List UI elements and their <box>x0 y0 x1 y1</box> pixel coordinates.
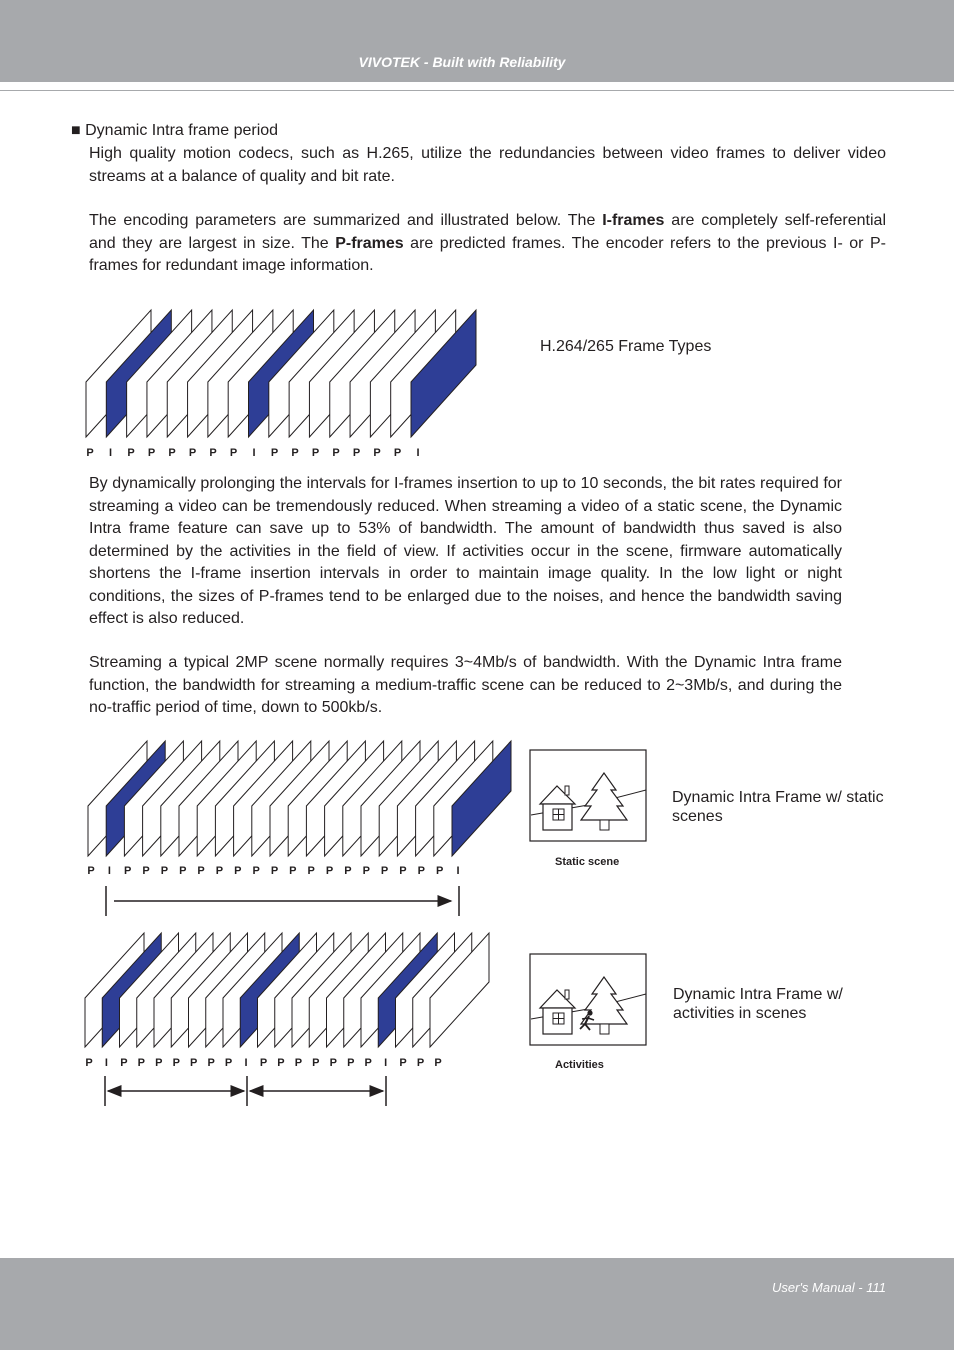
frame-type-label: P <box>416 1057 425 1069</box>
frame-type-label: P <box>215 865 224 877</box>
frame-type-label: P <box>364 1057 372 1069</box>
frame-type-label: P <box>344 865 352 877</box>
frame-type-label: P <box>435 865 444 877</box>
frame-type-label: P <box>142 865 150 877</box>
activities-interval-arrows <box>105 1076 386 1106</box>
page-footer <box>0 1258 954 1350</box>
frame-type-label: P <box>160 865 169 877</box>
frame-type-label: P <box>124 865 132 877</box>
frame-type-label: P <box>399 865 407 877</box>
frame-type-label: P <box>362 865 370 877</box>
frame-type-label: P <box>224 1057 233 1069</box>
frame-type-label: I <box>416 447 420 459</box>
frame-type-label: P <box>277 1057 285 1069</box>
activities-scene-illustration <box>530 954 646 1045</box>
frame-type-label: P <box>86 447 94 459</box>
frame-type-label: P <box>347 1057 355 1069</box>
frame-type-label: P <box>207 1057 215 1069</box>
footer-page-label: User's Manual - 111 <box>772 1280 886 1295</box>
frame-type-label: P <box>373 447 381 459</box>
p2-text-post: are predicted frames. The encoder refers to the previous I- or P-frames for redundant image information. <box>89 234 886 274</box>
frame-type-label: P <box>209 447 217 459</box>
frame-type-label: P <box>179 865 187 877</box>
static-scene-label: Static scene <box>555 856 620 868</box>
activities-caption: Dynamic Intra Frame w/ activities in scenes <box>673 986 843 1022</box>
frame-type-label: P <box>393 447 402 459</box>
static-scenes-caption: Dynamic Intra Frame w/ static scenes <box>672 789 884 825</box>
p2-text-pre: The encoding parameters are summarized and illustrated below. The <box>89 212 603 229</box>
frame-type-label: P <box>190 1057 198 1069</box>
frame-type-label: P <box>352 447 361 459</box>
static-scene-illustration <box>530 750 646 841</box>
frame-type-label: P <box>234 865 242 877</box>
frame-type-label: P <box>332 447 340 459</box>
frame-type-label: P <box>120 1057 128 1069</box>
p-frames-term: P-frames <box>335 234 404 252</box>
frame-type-label: P <box>155 1057 163 1069</box>
frame-type-label: I <box>244 1057 248 1069</box>
static-interval-arrow <box>106 886 459 916</box>
frame-type-label: I <box>108 447 113 459</box>
p2-text-mid: are completely self-referential and they are largest in size. The <box>89 212 886 252</box>
frame-type-label: P <box>147 447 156 459</box>
frame-type-label: P <box>259 1057 268 1069</box>
i-frames-term: I-frames <box>602 212 665 229</box>
frame-type-label: P <box>168 447 176 459</box>
paragraph-codecs: High quality motion codecs, such as H.265, utilize the redundancies between video frames to deliver video streams at a balance of quality and bit rate. <box>89 145 886 185</box>
paragraph-dynamic-intra: By dynamically prolonging the intervals for I-frames insertion to up to 10 seconds, the bit rates required for streaming a video can be tremendously reduced. When streaming a video of a static scene, the Dynamic Intra frame feature can save up to 53% of bandwidth. The amount of bandwidth thus saved is also determined by the activities in the field of view. If activities occur in the scene, firmware automatically shortens the I-frame insertion intervals in order to maintain image quality. In the low light or night conditions, the sizes of P-frames tend to be enlarged due to the noises, and hence the bandwidth saving effect is also reduced. <box>89 475 842 627</box>
frame-type-label: P <box>188 447 197 459</box>
frame-type-label: P <box>270 865 279 877</box>
frame-type-label: P <box>399 1057 407 1069</box>
frame-type-label: P <box>270 447 279 459</box>
frame-type-label: P <box>289 865 297 877</box>
frame-type-label: P <box>197 865 205 877</box>
frame-type-label: P <box>417 865 425 877</box>
frame-type-label: I <box>456 865 460 877</box>
frame-type-label: P <box>311 447 320 459</box>
frame-type-label: P <box>87 865 95 877</box>
frame-type-label: P <box>380 865 389 877</box>
frame-type-label: P <box>294 1057 303 1069</box>
static-scenes-diagram <box>87 741 511 877</box>
frame-type-label: P <box>291 447 299 459</box>
paragraph-bandwidth: Streaming a typical 2MP scene normally requires 3~4Mb/s of bandwidth. With the Dynamic Intra frame function, the bandwidth for streaming a medium-traffic scene can be reduced to 2~3Mb/s, and during the no-traffic period of time, down to 500kb/s. <box>89 654 842 716</box>
activities-diagram <box>85 933 489 1069</box>
frame-type-label: I <box>384 1057 388 1069</box>
frame-type-label: P <box>329 1057 337 1069</box>
header-title: VIVOTEK - Built with Reliability <box>358 54 566 70</box>
frame-type-label: P <box>252 865 260 877</box>
frame-type-label: I <box>252 447 256 459</box>
frame-type-label: I <box>107 865 111 877</box>
frame-type-label: P <box>434 1057 442 1069</box>
frame-types-caption: H.264/265 Frame Types <box>540 338 712 355</box>
frame-type-label: P <box>172 1057 180 1069</box>
frame-type-label: P <box>137 1057 146 1069</box>
frame-type-label: P <box>127 447 135 459</box>
activities-scene-label: Activities <box>555 1059 604 1071</box>
frame-type-label: P <box>229 447 238 459</box>
frame-type-label: P <box>85 1057 93 1069</box>
frame-type-label: P <box>325 865 334 877</box>
frame-types-diagram <box>86 310 476 459</box>
frame-type-label: P <box>312 1057 320 1069</box>
section-title: ■ Dynamic Intra frame period <box>71 122 279 139</box>
frame-type-label: P <box>307 865 315 877</box>
frame-type-label: I <box>104 1057 108 1069</box>
